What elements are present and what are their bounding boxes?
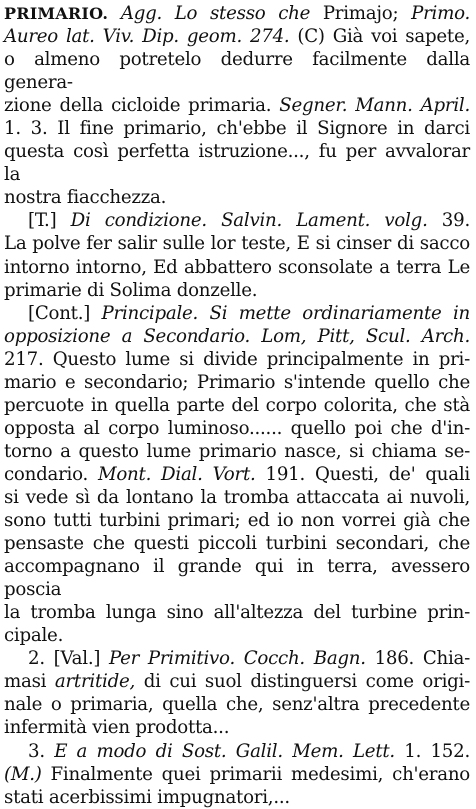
- italic-segment: Di condizione. Salvin. Lament. volg.: [70, 210, 428, 232]
- text-segment: pensaste che questi piccoli turbini secondari, che: [4, 533, 470, 555]
- text-segment: sono tutti turbini primari; ed io non vorrei già che: [4, 510, 470, 532]
- text-segment: infermità vien prodotta...: [4, 717, 230, 739]
- text-segment: intorno intorno, Ed abbattero sconsolate a terra Le: [4, 256, 470, 278]
- italic-segment: Aureo lat. Viv. Dip. geom. 274.: [4, 26, 290, 48]
- text-segment: (C) Già voi sapete,: [289, 26, 470, 48]
- text-line: [4, 348, 470, 371]
- text-segment: 186. Chia-: [365, 648, 470, 670]
- text-segment: 1. 152.: [394, 740, 470, 762]
- text-segment: la tromba lunga sino all'altezza del turbine prin-: [4, 602, 470, 624]
- text-line: [4, 25, 470, 48]
- text-line: [4, 716, 470, 739]
- text-line: [4, 440, 470, 463]
- italic-segment: Principale. Si mette ordinariamente in: [101, 302, 470, 324]
- text-line: [4, 763, 470, 786]
- italic-segment: (M.): [4, 763, 42, 785]
- text-segment: [T.]: [28, 210, 71, 232]
- text-line: [4, 186, 470, 209]
- text-segment: stati acerbissimi impugnatori,...: [4, 786, 290, 808]
- text-segment: 1. 3. Il fine primario, ch'ebbe il Signore in darci: [4, 118, 470, 140]
- text-segment: zione della cicloide primaria.: [4, 95, 280, 117]
- text-line: [4, 786, 470, 809]
- text-line: [4, 532, 470, 555]
- text-segment: Primajo;: [322, 3, 412, 24]
- headword: PRIMARIO.: [4, 4, 109, 23]
- text-segment: accompagnano il grande qui in terra, avessero poscia: [4, 556, 470, 601]
- text-line: [4, 601, 470, 624]
- italic-segment: Agg. Lo stesso che: [120, 3, 323, 24]
- text-segment: Finalmente quei primarii medesimi, ch'erano: [41, 763, 470, 785]
- text-line: [4, 647, 470, 670]
- text-line: [4, 463, 470, 486]
- text-segment: di cui suol distinguersi come origi-: [135, 671, 470, 693]
- text-line: [4, 209, 470, 232]
- text-line: [4, 256, 470, 279]
- text-line: [4, 509, 470, 532]
- text-segment: o almeno potretelo dedurre facilmente dalla genera-: [4, 49, 470, 94]
- text-segment: si vede sì da lontano la tromba attaccata ai nuvoli,: [4, 486, 470, 508]
- text-line: [4, 624, 470, 647]
- italic-segment: artritide,: [54, 671, 136, 693]
- text-line: [4, 417, 470, 440]
- text-line: [4, 117, 470, 140]
- text-segment: mario e secondario; Primario s'intende quello che: [4, 371, 470, 393]
- text-line: [4, 2, 470, 25]
- text-segment: percuote in quella parte del corpo colorita, che stà: [4, 394, 470, 416]
- text-line: [4, 279, 470, 302]
- text-segment: masi: [4, 671, 55, 693]
- text-segment: torno a questo lume primario nasce, si chiama se-: [4, 440, 470, 462]
- text-segment: 191. Questi, de' quali: [255, 463, 470, 485]
- text-line: [4, 740, 470, 763]
- italic-segment: Primo.: [411, 3, 470, 24]
- text-segment: cipale.: [4, 625, 64, 647]
- text-segment: [Cont.]: [28, 302, 102, 324]
- text-segment: 39.: [427, 210, 470, 232]
- text-segment: condario.: [4, 463, 98, 485]
- text-line: [4, 302, 470, 325]
- text-line: [4, 140, 470, 186]
- text-line: [4, 371, 470, 394]
- italic-segment: Segner. Mann. April.: [279, 95, 470, 117]
- text-segment: primarie di Solima donzelle.: [4, 279, 258, 301]
- text-segment: La polve fer salir sulle lor teste, E si cinser di sacco: [4, 233, 470, 255]
- text-line: [4, 48, 470, 94]
- text-line: [4, 94, 470, 117]
- text-segment: nostra fiacchezza.: [4, 187, 167, 209]
- text-line: [4, 486, 470, 509]
- text-line: [4, 670, 470, 693]
- text-line: [4, 555, 470, 601]
- text-segment: 2. [Val.]: [28, 648, 109, 670]
- dictionary-entry: [4, 2, 470, 809]
- text-line: [4, 693, 470, 716]
- text-line: [4, 394, 470, 417]
- text-line: [4, 232, 470, 255]
- italic-segment: E a modo di Sost. Galil. Mem. Lett.: [54, 740, 395, 762]
- italic-segment: opposizione a Secondario. Lom, Pitt, Scul. Arch.: [4, 325, 470, 347]
- text-segment: opposta al corpo luminoso...... quello poi che d'in-: [4, 417, 470, 439]
- italic-segment: Mont. Dial. Vort.: [97, 463, 256, 485]
- text-segment: 3.: [28, 740, 55, 762]
- text-line: [4, 325, 470, 348]
- text-segment: questa così perfetta istruzione..., fu per avvalorar la: [4, 141, 470, 186]
- italic-segment: Per Primitivo. Cocch. Bagn.: [108, 648, 366, 670]
- text-segment: nale o primaria, quella che, senz'altra precedente: [4, 694, 470, 716]
- text-segment: 217. Questo lume si divide principalmente in pri-: [4, 348, 470, 370]
